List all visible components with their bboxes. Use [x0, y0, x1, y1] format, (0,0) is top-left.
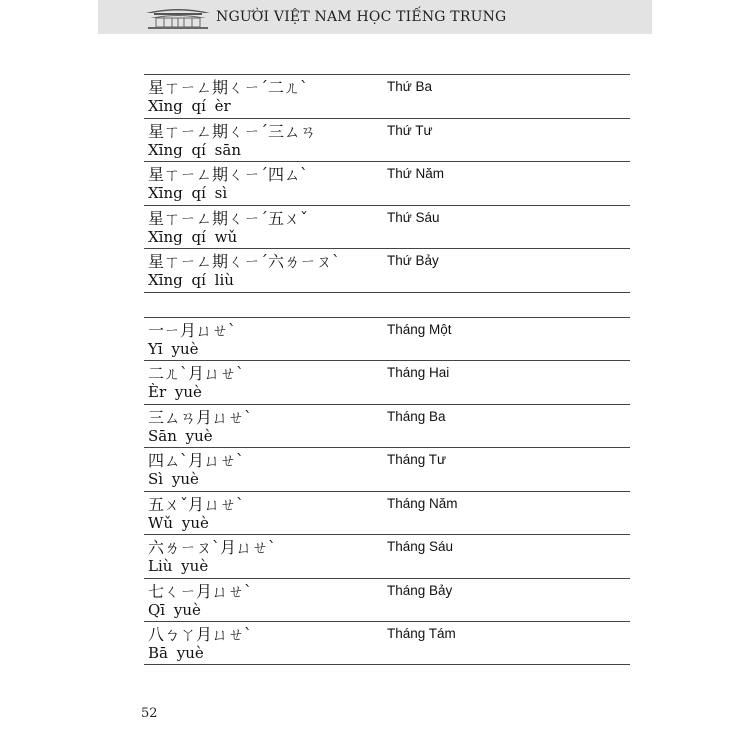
- pinyin: Èr yuè: [148, 383, 202, 401]
- vietnamese-meaning: Tháng Hai: [387, 365, 450, 380]
- vietnamese-meaning: Tháng Tư: [387, 452, 447, 467]
- chinese-word: 一ㄧ月ㄩㄝˋ: [148, 320, 237, 340]
- table-row: [144, 248, 630, 292]
- vietnamese-meaning: Tháng Tám: [387, 626, 456, 641]
- vietnamese-meaning: Thứ Bảy: [387, 253, 439, 268]
- vietnamese-meaning: Thứ Năm: [387, 166, 445, 181]
- vietnamese-meaning: Tháng Một: [387, 321, 452, 337]
- chinese-word: 五ㄨˇ月ㄩㄝˋ: [148, 494, 245, 514]
- pinyin: Sì yuè: [148, 470, 199, 488]
- header-title: NGƯỜI VIỆT NAM HỌC TIẾNG TRUNG: [216, 9, 507, 25]
- vietnamese-meaning: Tháng Ba: [387, 408, 446, 424]
- table-row: [144, 621, 630, 665]
- chinese-word: 六ㄌㄧㄡˋ月ㄩㄝˋ: [148, 538, 277, 557]
- pinyin: Bā yuè: [148, 644, 204, 662]
- vocabulary-table: [144, 74, 630, 665]
- table-row: [144, 578, 630, 622]
- chinese-word: 七ㄑㄧ月ㄩㄝˋ: [148, 581, 253, 601]
- chinese-word: 三ㄙㄢ月ㄩㄝˋ: [148, 407, 253, 427]
- pinyin: Yī yuè: [148, 339, 199, 358]
- table-row: [144, 161, 630, 205]
- chinese-word: 二ㄦˋ月ㄩㄝˋ: [148, 364, 245, 383]
- table-row: [144, 360, 630, 404]
- pinyin: Xīng qí liù: [148, 271, 234, 289]
- pinyin: Xīng qí èr: [148, 97, 231, 115]
- chinese-word: 八ㄅㄚ月ㄩㄝˋ: [148, 625, 253, 644]
- vietnamese-meaning: Thứ Sáu: [387, 209, 440, 225]
- chinese-word: 四ㄙˋ月ㄩㄝˋ: [148, 451, 245, 470]
- pinyin: Liù yuè: [148, 557, 209, 575]
- chinese-word: 星ㄒㄧㄥ期ㄑㄧˊ五ㄨˇ: [148, 208, 309, 228]
- vietnamese-meaning: Tháng Bảy: [387, 582, 453, 598]
- chinese-word: 星ㄒㄧㄥ期ㄑㄧˊ四ㄙˋ: [148, 165, 309, 184]
- chinese-word: 星ㄒㄧㄥ期ㄑㄧˊ二ㄦˋ: [148, 78, 309, 97]
- pinyin: Qī yuè: [148, 600, 201, 619]
- vietnamese-meaning: Thứ Ba: [387, 79, 433, 94]
- table-row: [144, 491, 630, 535]
- table-row: [144, 74, 630, 118]
- table-spacer-row: [144, 292, 630, 317]
- chinese-word: 星ㄒㄧㄥ期ㄑㄧˊ三ㄙㄢ: [148, 121, 317, 141]
- pinyin: Xīng qí sān: [148, 140, 241, 159]
- table-row: [144, 404, 630, 448]
- table-row: [144, 447, 630, 491]
- pinyin: Xīng qí wǔ: [148, 227, 238, 246]
- temple-roof-icon: [144, 3, 212, 31]
- pinyin: Sān yuè: [148, 426, 213, 445]
- vietnamese-meaning: Tháng Năm: [387, 495, 458, 511]
- chinese-word: 星ㄒㄧㄥ期ㄑㄧˊ六ㄌㄧㄡˋ: [148, 252, 341, 271]
- page-number: 52: [141, 706, 158, 721]
- vietnamese-meaning: Tháng Sáu: [387, 539, 454, 554]
- table-row: [144, 205, 630, 249]
- pinyin: Wǔ yuè: [148, 513, 209, 532]
- table-row: [144, 317, 630, 361]
- page-header: [98, 0, 652, 34]
- table-row: [144, 118, 630, 162]
- pinyin: Xīng qí sì: [148, 184, 228, 202]
- vietnamese-meaning: Thứ Tư: [387, 122, 433, 138]
- table-row: [144, 534, 630, 578]
